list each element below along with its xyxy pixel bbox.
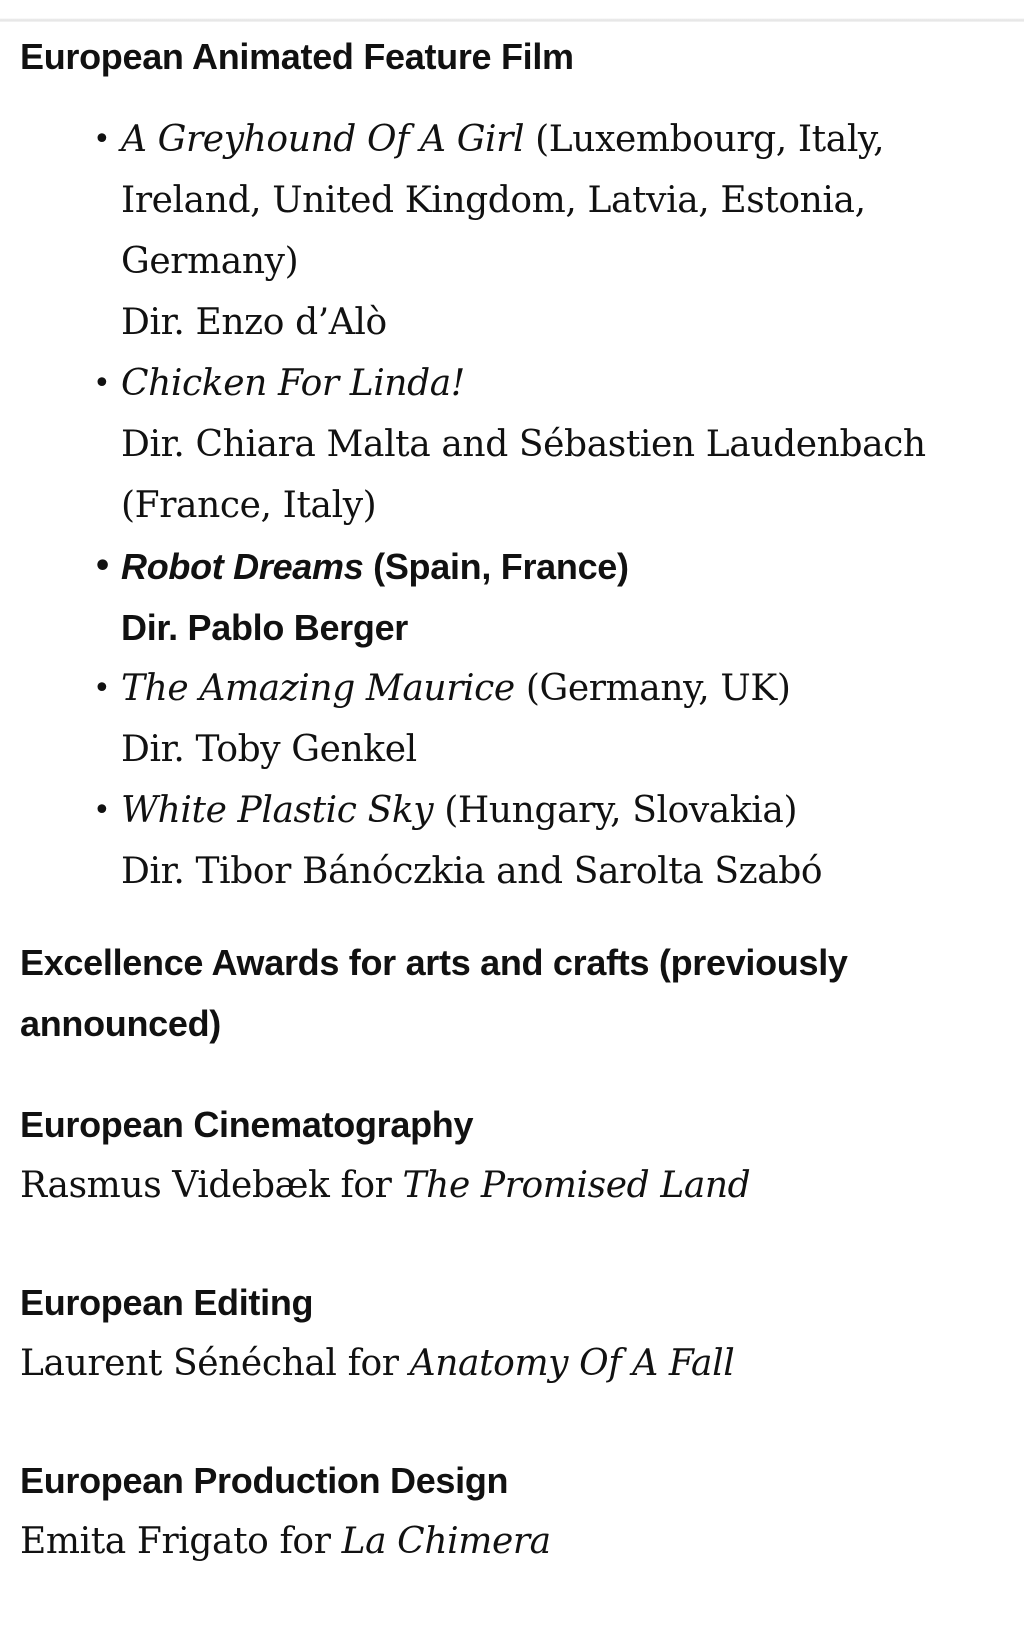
winner-connector: for [340, 1165, 392, 1206]
film-director: Dir. Enzo d’Alò [121, 302, 387, 343]
award-winner-production-design [20, 1511, 1010, 1572]
film-title: Robot Dreams [121, 546, 364, 587]
article-body [20, 26, 1010, 1572]
film-title: Chicken For Linda! [121, 363, 465, 404]
bullet-icon: • [93, 549, 112, 584]
bullet-icon: • [93, 793, 111, 828]
winner-film: La Chimera [341, 1521, 551, 1562]
winner-connector: for [347, 1343, 399, 1384]
winner-name: Emita Frigato [20, 1521, 269, 1562]
section-heading-editing: European Editing [20, 1282, 314, 1323]
bullet-icon: • [93, 366, 111, 401]
film-director: Dir. Toby Genkel [121, 729, 417, 770]
nominee-item-winner [20, 536, 1010, 658]
nominee-item [20, 780, 1010, 902]
nominee-item [20, 658, 1010, 780]
section-heading-production-design: European Production Design [20, 1460, 509, 1501]
section-heading-animated: European Animated Feature Film [20, 36, 574, 77]
winner-film: The Promised Land [402, 1165, 751, 1206]
award-winner-editing [20, 1333, 1010, 1394]
film-countries: (Luxembourg, Italy, Ireland, United Kingdom, Latvia, Estonia, Germany) [121, 119, 885, 282]
winner-name: Rasmus Videbæk [20, 1165, 330, 1206]
film-director: Dir. Chiara Malta and Sébastien Laudenbach (France, Italy) [121, 424, 926, 526]
section-heading-excellence: Excellence Awards for arts and crafts (previously announced) [20, 942, 848, 1044]
film-title: The Amazing Maurice [121, 668, 515, 709]
film-director: Dir. Tibor Bánóczkia and Sarolta Szabó [121, 851, 823, 892]
nominee-item [20, 109, 1010, 353]
winner-film: Anatomy Of A Fall [409, 1343, 735, 1384]
top-bar-shadow [0, 0, 1024, 22]
bullet-icon: • [93, 671, 111, 706]
winner-connector: for [279, 1521, 331, 1562]
nominee-item [20, 353, 1010, 536]
bullet-icon: • [93, 122, 111, 157]
film-title: White Plastic Sky [121, 790, 434, 831]
nominee-list [20, 109, 1010, 902]
section-heading-cinematography: European Cinematography [20, 1104, 474, 1145]
award-winner-cinematography [20, 1155, 1010, 1216]
film-countries: (Spain, France) [373, 546, 629, 587]
winner-name: Laurent Sénéchal [20, 1343, 337, 1384]
film-countries: (Germany, UK) [525, 668, 791, 709]
film-title: A Greyhound Of A Girl [121, 119, 525, 160]
film-director: Dir. Pablo Berger [121, 607, 408, 648]
film-countries: (Hungary, Slovakia) [444, 790, 798, 831]
